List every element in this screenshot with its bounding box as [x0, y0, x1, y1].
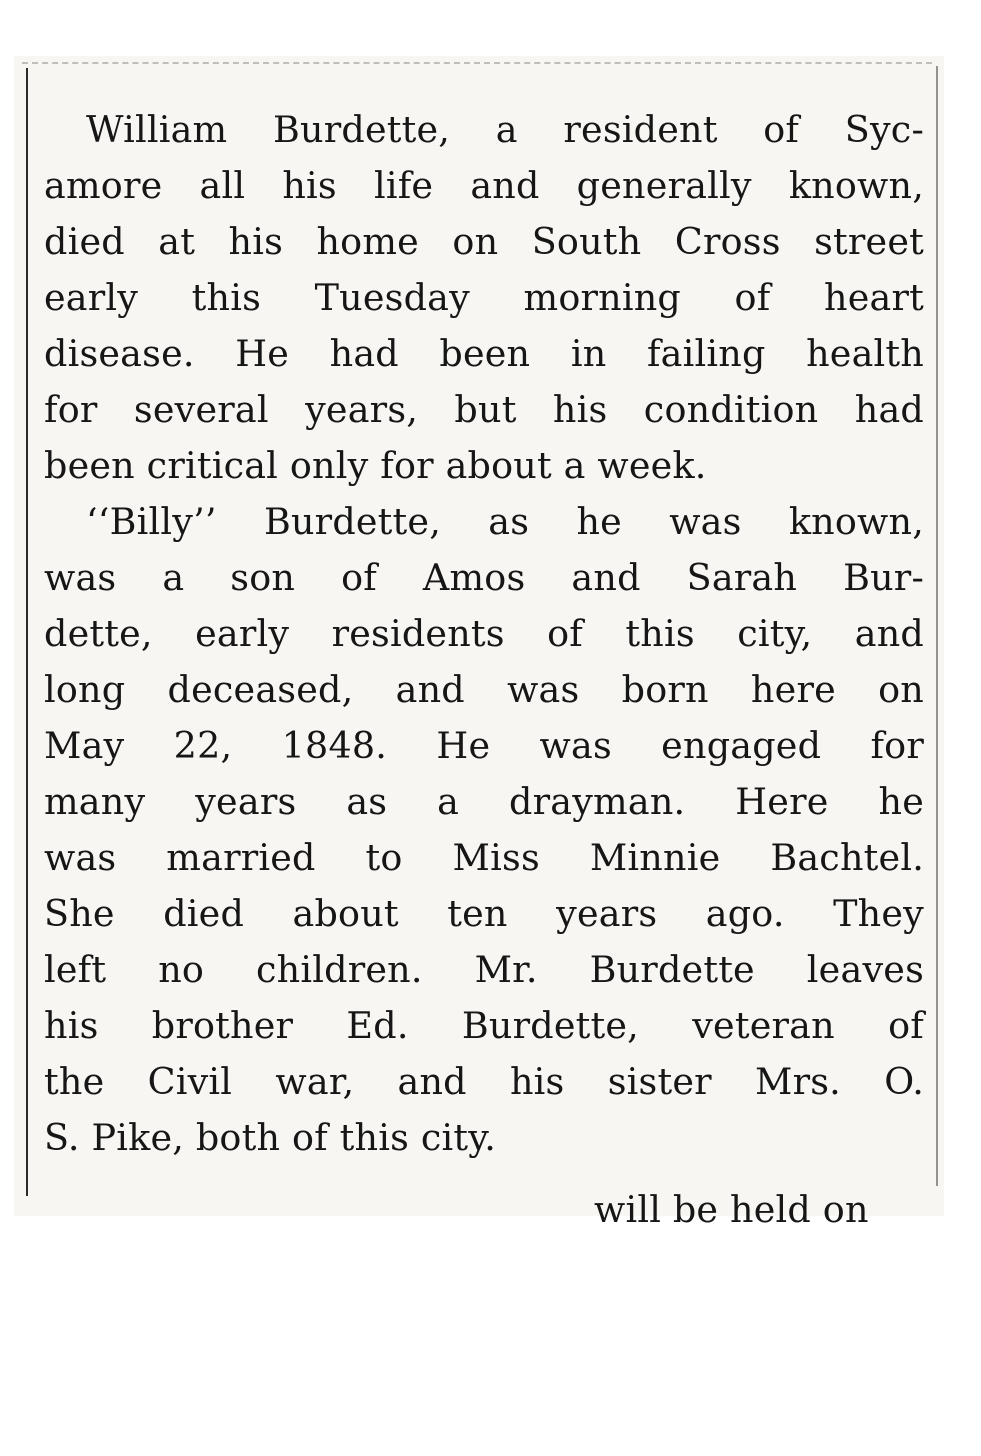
- column-right-rule: [936, 66, 938, 1186]
- text-line: his brother Ed. Burdette, veteran of: [44, 1004, 924, 1047]
- text-line: dette, early residents of this city, and: [44, 612, 924, 655]
- text-line: William Burdette, a resident of Syc-: [86, 108, 924, 151]
- text-line: many years as a drayman. Here he: [44, 780, 924, 823]
- text-line: She died about ten years ago. They: [44, 892, 924, 935]
- text-line: amore all his life and generally known,: [44, 164, 924, 207]
- text-line: ‘‘Billy’’ Burdette, as he was known,: [86, 500, 924, 543]
- text-line: disease. He had been in failing health: [44, 332, 924, 375]
- text-line: May 22, 1848. He was engaged for: [44, 724, 924, 767]
- text-line: early this Tuesday morning of heart: [44, 276, 924, 319]
- text-line: was married to Miss Minnie Bachtel.: [44, 836, 924, 879]
- text-line: been critical only for about a week.: [44, 444, 707, 487]
- text-line: long deceased, and was born here on: [44, 668, 924, 711]
- column-top-rule: [22, 62, 932, 64]
- text-line: for several years, but his condition had: [44, 388, 924, 431]
- text-line: died at his home on South Cross street: [44, 220, 924, 263]
- cut-off-text-line: [594, 1174, 934, 1231]
- text-line: the Civil war, and his sister Mrs. O.: [44, 1060, 924, 1103]
- text-line: S. Pike, both of this city.: [44, 1116, 497, 1159]
- text-line: was a son of Amos and Sarah Bur-: [44, 556, 924, 599]
- cut-off-text: will be held on: [594, 1188, 869, 1231]
- column-left-rule: [26, 68, 28, 1196]
- text-line: left no children. Mr. Burdette leaves: [44, 948, 924, 991]
